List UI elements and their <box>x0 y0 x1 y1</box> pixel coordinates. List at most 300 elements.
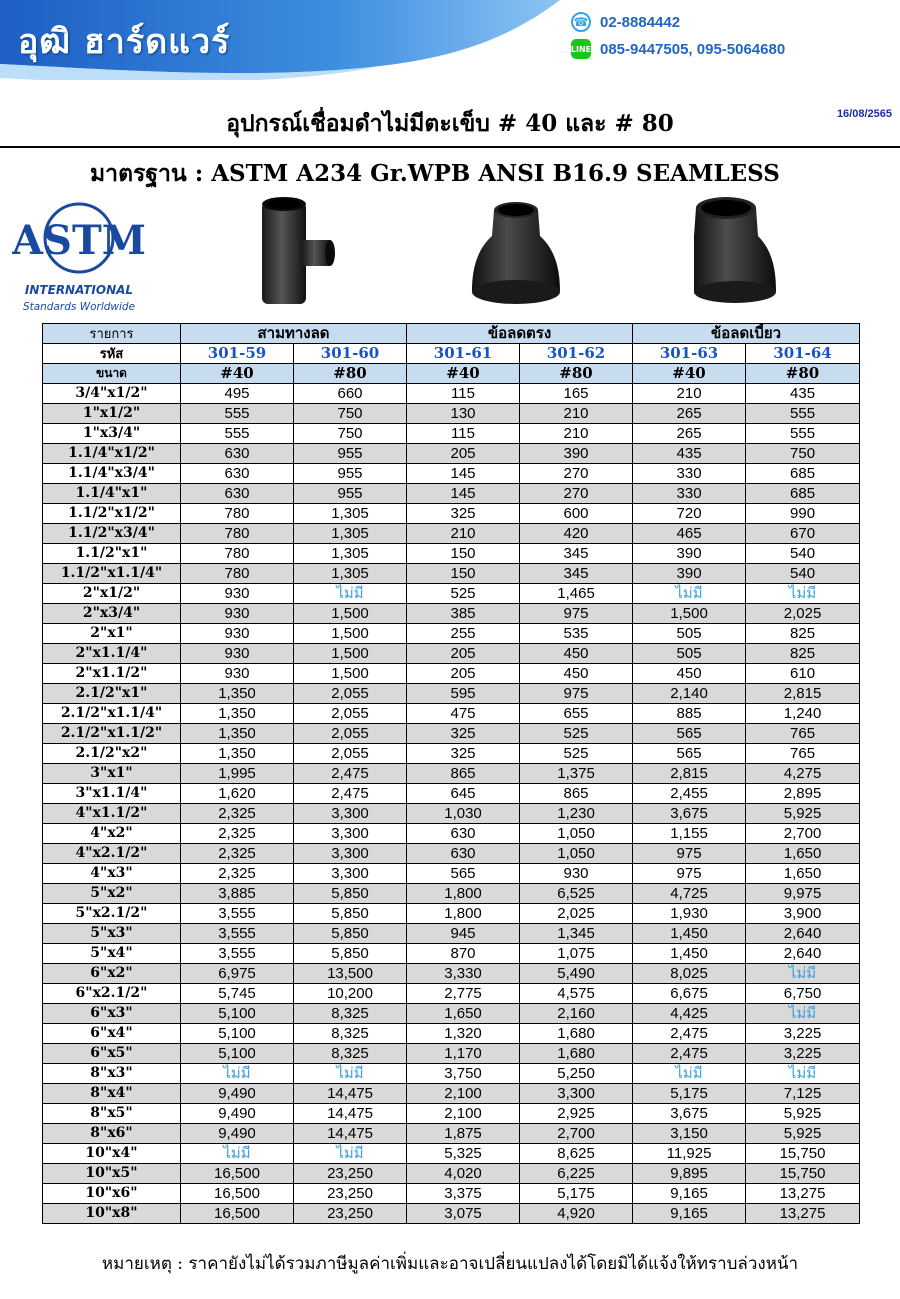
price-cell: 5,925 <box>746 1124 860 1144</box>
size-cell: 4"x3" <box>43 864 181 884</box>
price-cell: 750 <box>294 404 407 424</box>
group-eccentric-reducer: ข้อลดเบี้ยว <box>633 324 860 344</box>
price-cell: 5,850 <box>294 924 407 944</box>
price-cell: 975 <box>633 844 746 864</box>
price-cell: 435 <box>746 384 860 404</box>
price-cell: 825 <box>746 624 860 644</box>
price-cell: 975 <box>520 604 633 624</box>
size-cell: 6"x2" <box>43 964 181 984</box>
price-cell: 2,640 <box>746 924 860 944</box>
table-row <box>43 404 860 424</box>
size-cell: 5"x2" <box>43 884 181 904</box>
code-cell: 301-59 <box>181 344 294 364</box>
price-cell: 450 <box>520 664 633 684</box>
price-cell: 115 <box>407 424 520 444</box>
table-row <box>43 644 860 664</box>
price-cell: 16,500 <box>181 1204 294 1224</box>
price-cell: 1,995 <box>181 764 294 784</box>
price-cell: 3,885 <box>181 884 294 904</box>
price-cell: 2,055 <box>294 744 407 764</box>
size-cell: 2"x1" <box>43 624 181 644</box>
page-title: อุปกรณ์เชื่อมดำไม่มีตะเข็บ # 40 และ # 80 <box>226 110 674 137</box>
price-cell: 630 <box>407 824 520 844</box>
price-cell: 345 <box>520 544 633 564</box>
size-cell: 1.1/4"x1" <box>43 484 181 504</box>
price-cell: 870 <box>407 944 520 964</box>
price-cell: 2,475 <box>633 1024 746 1044</box>
table-row <box>43 1104 860 1124</box>
logo-international: INTERNATIONAL <box>24 283 134 297</box>
price-cell: 5,175 <box>520 1184 633 1204</box>
price-cell: 150 <box>407 564 520 584</box>
table-row <box>43 664 860 684</box>
price-cell: 4,575 <box>520 984 633 1004</box>
price-cell: 5,250 <box>520 1064 633 1084</box>
price-cell: ไม่มี <box>294 1064 407 1084</box>
price-cell: 420 <box>520 524 633 544</box>
price-cell: 345 <box>520 564 633 584</box>
price-cell: 825 <box>746 644 860 664</box>
size-cell: 3"x1.1/4" <box>43 784 181 804</box>
size-cell: 1.1/2"x1/2" <box>43 504 181 524</box>
price-cell: 325 <box>407 724 520 744</box>
table-row <box>43 864 860 884</box>
price-cell: 7,125 <box>746 1084 860 1104</box>
table-row <box>43 424 860 444</box>
price-cell: 1,345 <box>520 924 633 944</box>
price-cell: 720 <box>633 504 746 524</box>
price-cell: 13,275 <box>746 1184 860 1204</box>
price-cell: 505 <box>633 644 746 664</box>
price-cell: 3,375 <box>407 1184 520 1204</box>
table-row <box>43 984 860 1004</box>
table-row <box>43 484 860 504</box>
price-cell: ไม่มี <box>746 1064 860 1084</box>
size-cell: 5"x2.1/2" <box>43 904 181 924</box>
price-cell: ไม่มี <box>633 584 746 604</box>
phone-contact[interactable] <box>571 11 680 33</box>
size-cell: 10"x6" <box>43 1184 181 1204</box>
size-cell: 2.1/2"x1.1/2" <box>43 724 181 744</box>
price-cell: 205 <box>407 444 520 464</box>
price-cell: 610 <box>746 664 860 684</box>
price-cell: 475 <box>407 704 520 724</box>
price-cell: 2,640 <box>746 944 860 964</box>
price-cell: 2,775 <box>407 984 520 1004</box>
price-cell: 1,240 <box>746 704 860 724</box>
price-cell: 2,325 <box>181 804 294 824</box>
price-cell: 5,490 <box>520 964 633 984</box>
price-cell: 540 <box>746 564 860 584</box>
price-cell: 505 <box>633 624 746 644</box>
price-cell: 1,375 <box>520 764 633 784</box>
price-cell: 2,700 <box>746 824 860 844</box>
price-cell: 2,325 <box>181 864 294 884</box>
price-cell: 9,165 <box>633 1204 746 1224</box>
price-cell: 670 <box>746 524 860 544</box>
price-cell: 1,875 <box>407 1124 520 1144</box>
price-cell: 595 <box>407 684 520 704</box>
price-cell: 2,895 <box>746 784 860 804</box>
price-cell: 780 <box>181 564 294 584</box>
schedule-cell: #40 <box>407 364 520 384</box>
price-cell: 1,500 <box>294 624 407 644</box>
price-cell: 3,555 <box>181 924 294 944</box>
price-cell: ไม่มี <box>294 584 407 604</box>
price-cell: 5,100 <box>181 1044 294 1064</box>
price-cell: 1,230 <box>520 804 633 824</box>
price-cell: 1,650 <box>407 1004 520 1024</box>
price-cell: 565 <box>633 744 746 764</box>
price-cell: 525 <box>520 744 633 764</box>
price-cell: 390 <box>520 444 633 464</box>
table-row <box>43 444 860 464</box>
price-cell: 655 <box>520 704 633 724</box>
price-cell: 3,300 <box>294 844 407 864</box>
price-cell: 3,330 <box>407 964 520 984</box>
table-row <box>43 964 860 984</box>
price-cell: 2,325 <box>181 824 294 844</box>
size-cell: 1.1/2"x1.1/4" <box>43 564 181 584</box>
price-date: 16/08/2565 <box>836 108 892 120</box>
price-cell: 1,170 <box>407 1044 520 1064</box>
price-cell: 1,930 <box>633 904 746 924</box>
price-cell: 930 <box>181 664 294 684</box>
price-cell: 265 <box>633 424 746 444</box>
price-cell: 525 <box>520 724 633 744</box>
price-cell: 685 <box>746 484 860 504</box>
size-cell: 2"x1.1/4" <box>43 644 181 664</box>
price-cell: 660 <box>294 384 407 404</box>
price-cell: 765 <box>746 724 860 744</box>
table-row <box>43 504 860 524</box>
price-cell: 2,455 <box>633 784 746 804</box>
price-cell: 3,555 <box>181 904 294 924</box>
footer-note: หมายเหตุ : ราคายังไม่ได้รวมภาษีมูลค่าเพิ่มและอาจเปลี่ยนแปลงได้โดยมิได้แจ้งให้ทราบล่วงหน้า <box>101 1254 799 1274</box>
size-cell: 2.1/2"x1" <box>43 684 181 704</box>
price-cell: 630 <box>181 484 294 504</box>
price-cell: ไม่มี <box>746 964 860 984</box>
price-cell: 270 <box>520 464 633 484</box>
size-cell: 1.1/2"x3/4" <box>43 524 181 544</box>
price-cell: 210 <box>407 524 520 544</box>
price-cell: 865 <box>520 784 633 804</box>
schedule-cell: #40 <box>181 364 294 384</box>
price-cell: 270 <box>520 484 633 504</box>
price-cell: 3,675 <box>633 1104 746 1124</box>
price-cell: 1,680 <box>520 1044 633 1064</box>
price-cell: 150 <box>407 544 520 564</box>
size-cell: 3"x1" <box>43 764 181 784</box>
price-cell: 555 <box>181 404 294 424</box>
price-cell: 1,350 <box>181 684 294 704</box>
table-row <box>43 1144 860 1164</box>
logo-tagline: Standards Worldwide <box>22 301 136 313</box>
table-row <box>43 624 860 644</box>
header-divider <box>0 146 900 148</box>
size-cell: 8"x4" <box>43 1084 181 1104</box>
price-cell: 2,325 <box>181 844 294 864</box>
price-cell: 3,675 <box>633 804 746 824</box>
price-cell: 555 <box>181 424 294 444</box>
reducing-tee-image <box>250 192 340 312</box>
price-cell: 330 <box>633 484 746 504</box>
price-cell: 145 <box>407 464 520 484</box>
table-row <box>43 384 860 404</box>
price-cell: 1,500 <box>294 664 407 684</box>
line-app-icon: LINE <box>571 39 591 59</box>
line-numbers: 085-9447505, 095-5064680 <box>600 40 786 58</box>
price-cell: 16,500 <box>181 1164 294 1184</box>
price-cell: 535 <box>520 624 633 644</box>
price-table <box>42 323 860 1224</box>
size-cell: 4"x2.1/2" <box>43 844 181 864</box>
table-row <box>43 1084 860 1104</box>
price-cell: 14,475 <box>294 1104 407 1124</box>
brand-name: อุฒิ ฮาร์ดแวร์ <box>18 22 231 62</box>
line-contact[interactable] <box>571 38 785 60</box>
price-cell: 565 <box>407 864 520 884</box>
price-cell: 205 <box>407 644 520 664</box>
size-cell: 2.1/2"x1.1/4" <box>43 704 181 724</box>
price-cell: 1,075 <box>520 944 633 964</box>
price-cell: 930 <box>181 644 294 664</box>
schedule-row <box>43 364 860 384</box>
table-row <box>43 584 860 604</box>
price-cell: 765 <box>746 744 860 764</box>
size-cell: 8"x6" <box>43 1124 181 1144</box>
size-cell: 8"x5" <box>43 1104 181 1124</box>
price-cell: 975 <box>520 684 633 704</box>
price-cell: 23,250 <box>294 1204 407 1224</box>
table-row <box>43 824 860 844</box>
price-cell: 955 <box>294 444 407 464</box>
price-cell: 540 <box>746 544 860 564</box>
price-cell: 930 <box>520 864 633 884</box>
table-row <box>43 784 860 804</box>
table-row <box>43 544 860 564</box>
size-cell: 10"x4" <box>43 1144 181 1164</box>
price-cell: 8,325 <box>294 1024 407 1044</box>
schedule-cell: #80 <box>294 364 407 384</box>
code-cell: 301-61 <box>407 344 520 364</box>
price-cell: 5,850 <box>294 904 407 924</box>
code-row <box>43 344 860 364</box>
price-cell: 9,895 <box>633 1164 746 1184</box>
price-cell: 5,925 <box>746 1104 860 1124</box>
group-header-row <box>43 324 860 344</box>
price-cell: 2,815 <box>746 684 860 704</box>
price-cell: 1,500 <box>294 644 407 664</box>
table-row <box>43 1064 860 1084</box>
price-cell: 6,525 <box>520 884 633 904</box>
price-cell: 450 <box>520 644 633 664</box>
size-cell: 1.1/2"x1" <box>43 544 181 564</box>
price-cell: 325 <box>407 744 520 764</box>
price-cell: 955 <box>294 464 407 484</box>
size-cell: 3/4"x1/2" <box>43 384 181 404</box>
table-row <box>43 884 860 904</box>
price-cell: 2,160 <box>520 1004 633 1024</box>
price-cell: 1,800 <box>407 884 520 904</box>
size-cell: 8"x3" <box>43 1064 181 1084</box>
price-cell: 1,450 <box>633 944 746 964</box>
table-row <box>43 844 860 864</box>
price-cell: 130 <box>407 404 520 424</box>
price-cell: 2,140 <box>633 684 746 704</box>
size-cell: 5"x3" <box>43 924 181 944</box>
price-cell: 15,750 <box>746 1164 860 1184</box>
price-cell: 435 <box>633 444 746 464</box>
code-cell: 301-60 <box>294 344 407 364</box>
price-cell: 2,055 <box>294 684 407 704</box>
price-cell: 2,100 <box>407 1084 520 1104</box>
price-cell: 9,490 <box>181 1084 294 1104</box>
price-cell: 555 <box>746 424 860 444</box>
price-cell: 630 <box>181 464 294 484</box>
price-cell: 885 <box>633 704 746 724</box>
table-row <box>43 604 860 624</box>
code-label: รหัส <box>43 344 181 364</box>
price-cell: 325 <box>407 504 520 524</box>
price-cell: 9,490 <box>181 1104 294 1124</box>
item-label: รายการ <box>43 324 181 344</box>
price-cell: 750 <box>746 444 860 464</box>
size-cell: 5"x4" <box>43 944 181 964</box>
price-cell: 780 <box>181 544 294 564</box>
price-cell: 450 <box>633 664 746 684</box>
price-cell: 2,025 <box>746 604 860 624</box>
price-cell: 865 <box>407 764 520 784</box>
table-row <box>43 524 860 544</box>
price-cell: ไม่มี <box>633 1064 746 1084</box>
price-cell: 4,725 <box>633 884 746 904</box>
price-cell: 3,225 <box>746 1044 860 1064</box>
group-reducing-tee: สามทางลด <box>181 324 407 344</box>
price-cell: 975 <box>633 864 746 884</box>
price-cell: 2,700 <box>520 1124 633 1144</box>
table-row <box>43 804 860 824</box>
price-cell: 16,500 <box>181 1184 294 1204</box>
price-cell: 9,975 <box>746 884 860 904</box>
size-cell: 6"x5" <box>43 1044 181 1064</box>
phone-icon: ☎ <box>571 12 591 32</box>
price-cell: 1,305 <box>294 564 407 584</box>
price-cell: 600 <box>520 504 633 524</box>
price-cell: 1,680 <box>520 1024 633 1044</box>
price-cell: 4,920 <box>520 1204 633 1224</box>
size-cell: 2.1/2"x2" <box>43 744 181 764</box>
standard-heading: มาตรฐาน : ASTM A234 Gr.WPB ANSI B16.9 SEAMLESS <box>90 160 780 187</box>
price-cell: 1,500 <box>294 604 407 624</box>
code-cell: 301-63 <box>633 344 746 364</box>
size-cell: 10"x5" <box>43 1164 181 1184</box>
schedule-cell: #80 <box>746 364 860 384</box>
size-cell: 4"x1.1/2" <box>43 804 181 824</box>
table-row <box>43 744 860 764</box>
price-cell: 2,475 <box>633 1044 746 1064</box>
price-cell: 1,320 <box>407 1024 520 1044</box>
price-cell: 9,165 <box>633 1184 746 1204</box>
price-cell: 210 <box>520 424 633 444</box>
price-cell: 5,745 <box>181 984 294 1004</box>
price-cell: 8,325 <box>294 1044 407 1064</box>
price-cell: 9,490 <box>181 1124 294 1144</box>
price-cell: 1,350 <box>181 744 294 764</box>
price-cell: 4,020 <box>407 1164 520 1184</box>
price-cell: 3,750 <box>407 1064 520 1084</box>
price-cell: 1,305 <box>294 504 407 524</box>
price-cell: 2,925 <box>520 1104 633 1124</box>
price-cell: 6,675 <box>633 984 746 1004</box>
size-label: ขนาด <box>43 364 181 384</box>
price-cell: 630 <box>181 444 294 464</box>
table-row <box>43 1124 860 1144</box>
price-cell: 15,750 <box>746 1144 860 1164</box>
table-row <box>43 924 860 944</box>
price-cell: ไม่มี <box>181 1064 294 1084</box>
price-cell: 930 <box>181 604 294 624</box>
size-cell: 6"x2.1/2" <box>43 984 181 1004</box>
price-cell: 3,075 <box>407 1204 520 1224</box>
schedule-cell: #80 <box>520 364 633 384</box>
price-cell: 1,155 <box>633 824 746 844</box>
price-cell: ไม่มี <box>746 584 860 604</box>
price-cell: 2,100 <box>407 1104 520 1124</box>
price-cell: 8,025 <box>633 964 746 984</box>
price-cell: 565 <box>633 724 746 744</box>
price-cell: 1,030 <box>407 804 520 824</box>
price-cell: 5,925 <box>746 804 860 824</box>
price-cell: 1,350 <box>181 724 294 744</box>
table-row <box>43 704 860 724</box>
price-cell: 6,225 <box>520 1164 633 1184</box>
table-row <box>43 1204 860 1224</box>
price-cell: 1,305 <box>294 524 407 544</box>
price-cell: 1,620 <box>181 784 294 804</box>
price-cell: 525 <box>407 584 520 604</box>
price-cell: 555 <box>746 404 860 424</box>
logo-mark: ASTM <box>12 217 146 264</box>
price-cell: ไม่มี <box>294 1144 407 1164</box>
price-cell: 3,300 <box>294 864 407 884</box>
price-cell: 23,250 <box>294 1184 407 1204</box>
price-cell: 4,275 <box>746 764 860 784</box>
price-cell: 1,305 <box>294 544 407 564</box>
table-row <box>43 1044 860 1064</box>
eccentric-reducer-image <box>686 192 782 308</box>
price-cell: 205 <box>407 664 520 684</box>
price-cell: 645 <box>407 784 520 804</box>
price-cell: 23,250 <box>294 1164 407 1184</box>
table-row <box>43 1184 860 1204</box>
price-cell: 1,500 <box>633 604 746 624</box>
price-cell: 750 <box>294 424 407 444</box>
price-cell: 5,850 <box>294 884 407 904</box>
table-row <box>43 464 860 484</box>
price-cell: 1,050 <box>520 824 633 844</box>
price-cell: 1,350 <box>181 704 294 724</box>
price-cell: 3,150 <box>633 1124 746 1144</box>
price-cell: 4,425 <box>633 1004 746 1024</box>
price-cell: 2,475 <box>294 764 407 784</box>
table-row <box>43 564 860 584</box>
price-cell: 685 <box>746 464 860 484</box>
price-cell: 955 <box>294 484 407 504</box>
price-cell: ไม่มี <box>746 1004 860 1024</box>
price-cell: 10,200 <box>294 984 407 1004</box>
price-cell: 495 <box>181 384 294 404</box>
